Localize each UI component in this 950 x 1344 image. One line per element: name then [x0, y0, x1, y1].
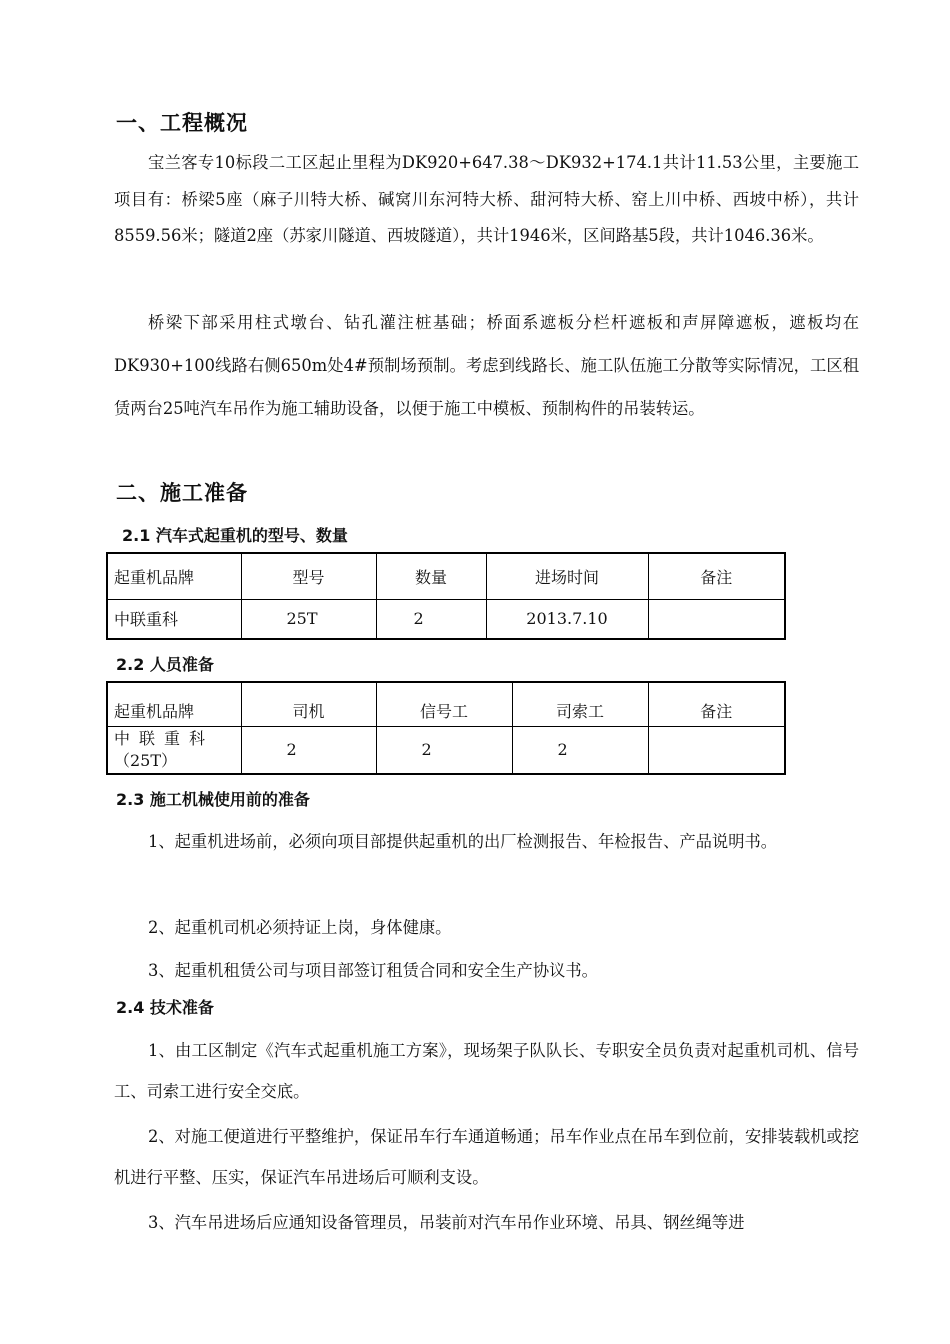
overview-paragraph-1: 宝兰客专10标段二工区起止里程为DK920+647.38～DK932+174.1共计11.53公里，主要施工项目有：桥梁5座（麻子川特大桥、碱窝川东河特大桥、甜河特大桥、窑上川中桥、西坡中桥），共计8559.56米；隧道2座（苏家川隧道、西坡隧道），共计1946米，区间路基5段，共计1046.36米。: [114, 153, 859, 245]
table-cell: 2: [376, 599, 486, 639]
table-header-cell: 备注: [648, 682, 785, 726]
section-heading-preparation: 二、施工准备: [116, 481, 248, 505]
table-cell: 2: [512, 726, 648, 774]
machine-prep-item: 1、起重机进场前，必须向项目部提供起重机的出厂检测报告、年检报告、产品说明书。: [148, 832, 778, 851]
subheading-machine-prep: 2.3 施工机械使用前的准备: [116, 790, 310, 809]
machine-prep-item: 3、起重机租赁公司与项目部签订租赁合同和安全生产协议书。: [148, 961, 598, 980]
tech-prep-item: 1、由工区制定《汽车式起重机施工方案》，现场架子队队长、专职安全员负责对起重机司机、信号工、司索工进行安全交底。: [114, 1041, 859, 1101]
table-header-row: [107, 553, 785, 599]
tech-prep-item: 3、汽车吊进场后应通知设备管理员，吊装前对汽车吊作业环境、吊具、钢丝绳等进: [148, 1213, 745, 1232]
table-header-cell: 型号: [241, 553, 376, 599]
table-cell-brand: [107, 726, 241, 774]
subheading-tech-prep: 2.4 技术准备: [116, 998, 214, 1017]
table-header-cell: 数量: [376, 553, 486, 599]
section-heading-overview: 一、工程概况: [116, 111, 248, 135]
table-cell: [648, 599, 785, 639]
overview-paragraph-2: 桥梁下部采用柱式墩台、钻孔灌注桩基础；桥面系遮板分栏杆遮板和声屏障遮板，遮板均在DK930+100线路右侧650m处4#预制场预制。考虑到线路长、施工队伍施工分散等实际情况，工区租赁两台25吨汽车吊作为施工辅助设备，以便于施工中模板、预制构件的吊装转运。: [114, 313, 859, 418]
table-cell: [648, 726, 785, 774]
table-header-cell: 司索工: [512, 682, 648, 726]
table-row: [107, 726, 785, 774]
table-row: [107, 599, 785, 639]
table-cell: 2013.7.10: [486, 599, 648, 639]
table-header-row: [107, 682, 785, 726]
table-header-cell: 起重机品牌: [107, 553, 241, 599]
table-cell: 2: [376, 726, 512, 774]
subheading-personnel: 2.2 人员准备: [116, 655, 214, 674]
table-header-cell: 进场时间: [486, 553, 648, 599]
table-cell: 2: [241, 726, 376, 774]
table-header-cell: 起重机品牌: [107, 682, 241, 726]
table-header-cell: 信号工: [376, 682, 512, 726]
table-cell: 25T: [241, 599, 376, 639]
machine-prep-item: 2、起重机司机必须持证上岗，身体健康。: [148, 918, 452, 937]
subheading-crane-model: 2.1 汽车式起重机的型号、数量: [122, 526, 348, 545]
personnel-table: [106, 681, 786, 775]
table-header-cell: 司机: [241, 682, 376, 726]
table-cell: 中联重科: [107, 599, 241, 639]
table-header-cell: 备注: [648, 553, 785, 599]
crane-model-table: [106, 552, 786, 640]
brand-model: （25T）: [114, 750, 178, 770]
tech-prep-item: 2、对施工便道进行平整维护，保证吊车行车通道畅通；吊车作业点在吊车到位前，安排装载机或挖机进行平整、压实，保证汽车吊进场后可顺利支设。: [114, 1127, 859, 1187]
brand-name: 中联重科: [114, 728, 215, 748]
